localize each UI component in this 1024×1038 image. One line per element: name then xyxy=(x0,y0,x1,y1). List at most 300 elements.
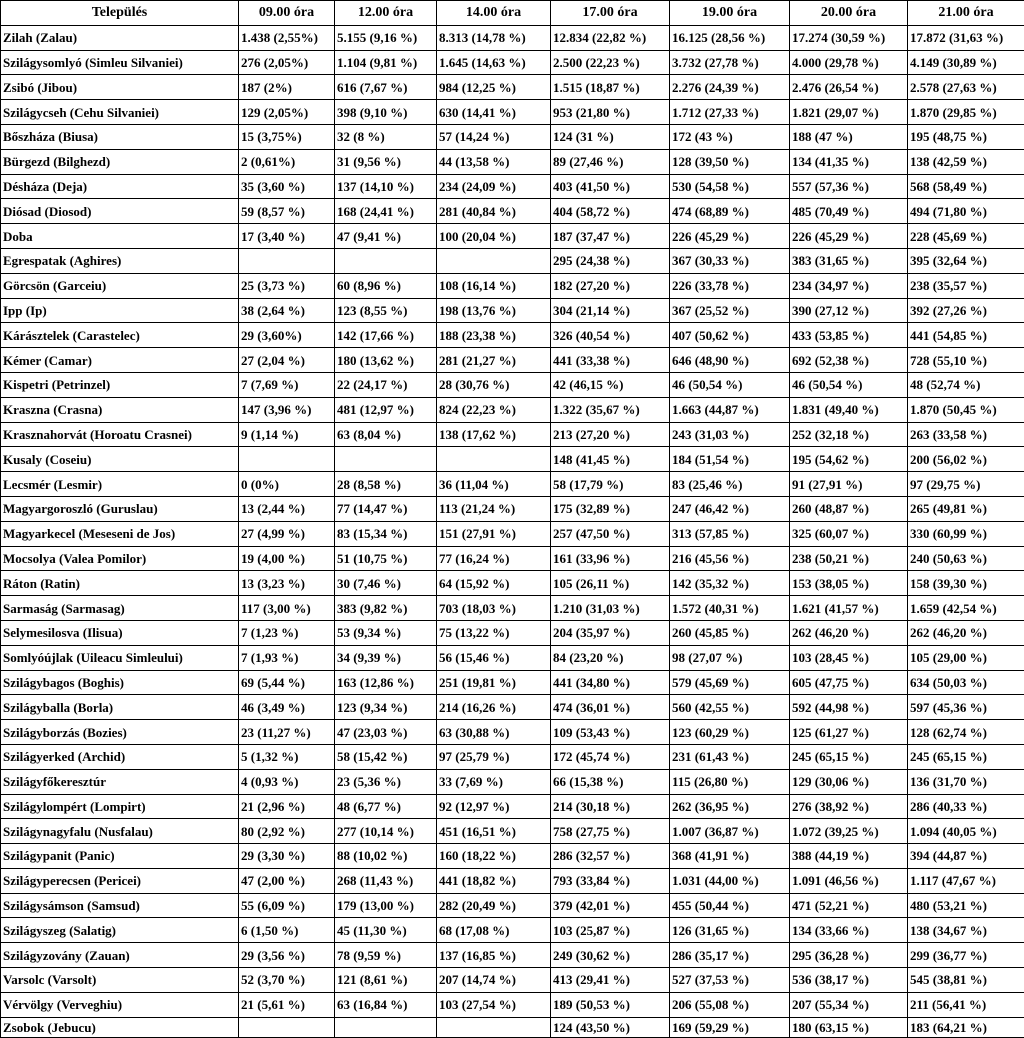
turnout-cell: 47 (9,41 %) xyxy=(335,224,437,249)
turnout-cell: 17.872 (31,63 %) xyxy=(908,25,1024,50)
turnout-cell: 17 (3,40 %) xyxy=(239,224,335,249)
turnout-cell: 226 (33,78 %) xyxy=(670,273,790,298)
settlement-name-cell: Szilágyszeg (Salatig) xyxy=(1,918,239,943)
turnout-cell: 367 (30,33 %) xyxy=(670,248,790,273)
turnout-cell: 151 (27,91 %) xyxy=(437,521,551,546)
turnout-cell: 15 (3,75%) xyxy=(239,124,335,149)
turnout-cell: 19 (4,00 %) xyxy=(239,546,335,571)
turnout-cell: 108 (16,14 %) xyxy=(437,273,551,298)
turnout-cell: 103 (25,87 %) xyxy=(551,918,670,943)
turnout-cell: 579 (45,69 %) xyxy=(670,670,790,695)
turnout-cell: 1.117 (47,67 %) xyxy=(908,868,1024,893)
header-row xyxy=(1,1,1024,26)
table-row xyxy=(1,1017,1024,1037)
table-row xyxy=(1,571,1024,596)
turnout-cell: 1.621 (41,57 %) xyxy=(790,596,908,621)
turnout-cell: 58 (17,79 %) xyxy=(551,472,670,497)
table-row xyxy=(1,298,1024,323)
turnout-cell: 2.578 (27,63 %) xyxy=(908,75,1024,100)
settlement-name-cell: Szilágybagos (Boghis) xyxy=(1,670,239,695)
turnout-cell: 257 (47,50 %) xyxy=(551,521,670,546)
turnout-cell: 142 (35,32 %) xyxy=(670,571,790,596)
turnout-cell: 213 (27,20 %) xyxy=(551,422,670,447)
settlement-name-cell: Magyarkecel (Meseseni de Jos) xyxy=(1,521,239,546)
table-row xyxy=(1,695,1024,720)
turnout-cell: 1.007 (36,87 %) xyxy=(670,819,790,844)
turnout-cell: 124 (43,50 %) xyxy=(551,1017,670,1037)
turnout-cell: 63 (8,04 %) xyxy=(335,422,437,447)
turnout-cell: 55 (6,09 %) xyxy=(239,893,335,918)
settlement-name-cell: Kémer (Camar) xyxy=(1,348,239,373)
turnout-cell: 394 (44,87 %) xyxy=(908,844,1024,869)
turnout-cell: 692 (52,38 %) xyxy=(790,348,908,373)
turnout-cell: 32 (8 %) xyxy=(335,124,437,149)
turnout-cell: 793 (33,84 %) xyxy=(551,868,670,893)
table-row xyxy=(1,124,1024,149)
turnout-cell: 21 (2,96 %) xyxy=(239,794,335,819)
turnout-cell: 28 (30,76 %) xyxy=(437,372,551,397)
turnout-cell: 226 (45,29 %) xyxy=(790,224,908,249)
turnout-cell xyxy=(335,1017,437,1037)
turnout-cell: 597 (45,36 %) xyxy=(908,695,1024,720)
settlement-name-cell: Doba xyxy=(1,224,239,249)
turnout-cell: 17.274 (30,59 %) xyxy=(790,25,908,50)
turnout-cell: 4.000 (29,78 %) xyxy=(790,50,908,75)
turnout-cell: 137 (16,85 %) xyxy=(437,943,551,968)
turnout-cell: 163 (12,86 %) xyxy=(335,670,437,695)
turnout-cell: 568 (58,49 %) xyxy=(908,174,1024,199)
turnout-cell: 245 (65,15 %) xyxy=(790,744,908,769)
turnout-cell: 77 (16,24 %) xyxy=(437,546,551,571)
turnout-cell: 234 (24,09 %) xyxy=(437,174,551,199)
table-row xyxy=(1,844,1024,869)
turnout-cell: 1.094 (40,05 %) xyxy=(908,819,1024,844)
settlement-name-cell: Bürgezd (Bilghezd) xyxy=(1,149,239,174)
turnout-cell: 728 (55,10 %) xyxy=(908,348,1024,373)
turnout-cell: 188 (47 %) xyxy=(790,124,908,149)
turnout-cell: 84 (23,20 %) xyxy=(551,645,670,670)
turnout-cell: 121 (8,61 %) xyxy=(335,968,437,993)
settlement-name-cell: Selymesilosva (Ilisua) xyxy=(1,620,239,645)
turnout-cell: 383 (31,65 %) xyxy=(790,248,908,273)
settlement-name-cell: Kusaly (Coseiu) xyxy=(1,447,239,472)
table-row xyxy=(1,992,1024,1017)
table-row xyxy=(1,472,1024,497)
turnout-cell: 78 (9,59 %) xyxy=(335,943,437,968)
table-row xyxy=(1,893,1024,918)
settlement-name-cell: Ráton (Ratin) xyxy=(1,571,239,596)
turnout-cell: 277 (10,14 %) xyxy=(335,819,437,844)
turnout-cell: 98 (27,07 %) xyxy=(670,645,790,670)
turnout-cell: 147 (3,96 %) xyxy=(239,397,335,422)
turnout-cell: 195 (48,75 %) xyxy=(908,124,1024,149)
column-header-time: 19.00 óra xyxy=(670,1,790,26)
turnout-cell: 56 (15,46 %) xyxy=(437,645,551,670)
turnout-cell: 77 (14,47 %) xyxy=(335,496,437,521)
turnout-cell: 28 (8,58 %) xyxy=(335,472,437,497)
turnout-cell: 128 (39,50 %) xyxy=(670,149,790,174)
turnout-cell: 123 (8,55 %) xyxy=(335,298,437,323)
turnout-cell: 207 (14,74 %) xyxy=(437,968,551,993)
table-row xyxy=(1,918,1024,943)
turnout-cell: 441 (18,82 %) xyxy=(437,868,551,893)
turnout-cell: 97 (25,79 %) xyxy=(437,744,551,769)
turnout-cell: 175 (32,89 %) xyxy=(551,496,670,521)
turnout-cell: 211 (56,41 %) xyxy=(908,992,1024,1017)
turnout-cell: 63 (30,88 %) xyxy=(437,720,551,745)
turnout-cell: 23 (11,27 %) xyxy=(239,720,335,745)
turnout-cell: 231 (61,43 %) xyxy=(670,744,790,769)
turnout-cell: 560 (42,55 %) xyxy=(670,695,790,720)
turnout-cell: 1.831 (49,40 %) xyxy=(790,397,908,422)
turnout-cell xyxy=(335,248,437,273)
turnout-cell: 2 (0,61%) xyxy=(239,149,335,174)
turnout-cell: 441 (34,80 %) xyxy=(551,670,670,695)
settlement-name-cell: Zsobok (Jebucu) xyxy=(1,1017,239,1037)
turnout-cell: 379 (42,01 %) xyxy=(551,893,670,918)
turnout-cell: 153 (38,05 %) xyxy=(790,571,908,596)
turnout-cell: 36 (11,04 %) xyxy=(437,472,551,497)
settlement-name-cell: Vérvölgy (Verveghiu) xyxy=(1,992,239,1017)
turnout-cell: 630 (14,41 %) xyxy=(437,100,551,125)
turnout-cell: 6 (1,50 %) xyxy=(239,918,335,943)
turnout-cell: 616 (7,67 %) xyxy=(335,75,437,100)
table-row xyxy=(1,199,1024,224)
table-row xyxy=(1,546,1024,571)
turnout-cell: 182 (27,20 %) xyxy=(551,273,670,298)
table-row xyxy=(1,769,1024,794)
turnout-cell: 63 (16,84 %) xyxy=(335,992,437,1017)
turnout-cell: 1.821 (29,07 %) xyxy=(790,100,908,125)
settlement-name-cell: Szilágypanit (Panic) xyxy=(1,844,239,869)
table-row xyxy=(1,794,1024,819)
settlement-name-cell: Bőszháza (Biusa) xyxy=(1,124,239,149)
turnout-cell: 21 (5,61 %) xyxy=(239,992,335,1017)
turnout-cell: 189 (50,53 %) xyxy=(551,992,670,1017)
turnout-cell: 88 (10,02 %) xyxy=(335,844,437,869)
turnout-cell: 263 (33,58 %) xyxy=(908,422,1024,447)
turnout-cell: 2.276 (24,39 %) xyxy=(670,75,790,100)
turnout-cell: 240 (50,63 %) xyxy=(908,546,1024,571)
turnout-cell: 441 (33,38 %) xyxy=(551,348,670,373)
turnout-cell: 187 (2%) xyxy=(239,75,335,100)
turnout-cell: 158 (39,30 %) xyxy=(908,571,1024,596)
turnout-cell: 4 (0,93 %) xyxy=(239,769,335,794)
turnout-cell: 404 (58,72 %) xyxy=(551,199,670,224)
column-header-settlement: Település xyxy=(1,1,239,26)
turnout-cell xyxy=(437,447,551,472)
turnout-cell: 395 (32,64 %) xyxy=(908,248,1024,273)
settlement-name-cell: Varsolc (Varsolt) xyxy=(1,968,239,993)
turnout-cell xyxy=(239,447,335,472)
turnout-cell: 1.091 (46,56 %) xyxy=(790,868,908,893)
turnout-cell: 138 (17,62 %) xyxy=(437,422,551,447)
turnout-cell: 195 (54,62 %) xyxy=(790,447,908,472)
turnout-cell: 368 (41,91 %) xyxy=(670,844,790,869)
turnout-cell: 1.072 (39,25 %) xyxy=(790,819,908,844)
turnout-cell: 168 (24,41 %) xyxy=(335,199,437,224)
turnout-cell: 238 (50,21 %) xyxy=(790,546,908,571)
turnout-cell: 27 (2,04 %) xyxy=(239,348,335,373)
table-row xyxy=(1,273,1024,298)
turnout-cell: 125 (61,27 %) xyxy=(790,720,908,745)
turnout-cell: 134 (41,35 %) xyxy=(790,149,908,174)
table-row xyxy=(1,496,1024,521)
table-row xyxy=(1,248,1024,273)
table-row xyxy=(1,943,1024,968)
turnout-cell: 390 (27,12 %) xyxy=(790,298,908,323)
turnout-cell: 228 (45,69 %) xyxy=(908,224,1024,249)
turnout-cell: 243 (31,03 %) xyxy=(670,422,790,447)
turnout-cell: 286 (40,33 %) xyxy=(908,794,1024,819)
turnout-cell: 129 (30,06 %) xyxy=(790,769,908,794)
turnout-cell: 557 (57,36 %) xyxy=(790,174,908,199)
turnout-cell: 46 (50,54 %) xyxy=(670,372,790,397)
turnout-cell: 183 (64,21 %) xyxy=(908,1017,1024,1037)
turnout-cell: 403 (41,50 %) xyxy=(551,174,670,199)
settlement-name-cell: Szilágysámson (Samsud) xyxy=(1,893,239,918)
settlement-name-cell: Szilágycseh (Cehu Silvaniei) xyxy=(1,100,239,125)
settlement-name-cell: Sarmaság (Sarmasag) xyxy=(1,596,239,621)
turnout-cell: 180 (63,15 %) xyxy=(790,1017,908,1037)
turnout-cell: 38 (2,64 %) xyxy=(239,298,335,323)
settlement-name-cell: Szilágylompért (Lompirt) xyxy=(1,794,239,819)
turnout-cell: 1.645 (14,63 %) xyxy=(437,50,551,75)
turnout-cell: 134 (33,66 %) xyxy=(790,918,908,943)
turnout-cell: 388 (44,19 %) xyxy=(790,844,908,869)
turnout-cell: 286 (32,57 %) xyxy=(551,844,670,869)
turnout-cell: 69 (5,44 %) xyxy=(239,670,335,695)
turnout-cell: 48 (6,77 %) xyxy=(335,794,437,819)
column-header-time: 14.00 óra xyxy=(437,1,551,26)
turnout-cell: 75 (13,22 %) xyxy=(437,620,551,645)
turnout-cell: 92 (12,97 %) xyxy=(437,794,551,819)
turnout-cell: 206 (55,08 %) xyxy=(670,992,790,1017)
turnout-cell: 1.322 (35,67 %) xyxy=(551,397,670,422)
settlement-name-cell: Magyargoroszló (Guruslau) xyxy=(1,496,239,521)
turnout-cell: 172 (43 %) xyxy=(670,124,790,149)
settlement-name-cell: Ipp (Ip) xyxy=(1,298,239,323)
turnout-cell: 103 (28,45 %) xyxy=(790,645,908,670)
settlement-name-cell: Diósad (Diosod) xyxy=(1,199,239,224)
turnout-cell: 52 (3,70 %) xyxy=(239,968,335,993)
turnout-cell: 58 (15,42 %) xyxy=(335,744,437,769)
turnout-cell: 1.572 (40,31 %) xyxy=(670,596,790,621)
turnout-cell: 46 (50,54 %) xyxy=(790,372,908,397)
turnout-cell: 398 (9,10 %) xyxy=(335,100,437,125)
turnout-cell: 148 (41,45 %) xyxy=(551,447,670,472)
turnout-cell xyxy=(239,1017,335,1037)
turnout-cell: 172 (45,74 %) xyxy=(551,744,670,769)
turnout-cell: 91 (27,91 %) xyxy=(790,472,908,497)
turnout-cell: 251 (19,81 %) xyxy=(437,670,551,695)
turnout-cell: 30 (7,46 %) xyxy=(335,571,437,596)
turnout-cell: 142 (17,66 %) xyxy=(335,323,437,348)
settlement-name-cell: Zilah (Zalau) xyxy=(1,25,239,50)
table-row xyxy=(1,968,1024,993)
turnout-cell: 605 (47,75 %) xyxy=(790,670,908,695)
turnout-cell: 13 (3,23 %) xyxy=(239,571,335,596)
turnout-cell: 136 (31,70 %) xyxy=(908,769,1024,794)
table-row xyxy=(1,149,1024,174)
turnout-cell: 4.149 (30,89 %) xyxy=(908,50,1024,75)
turnout-cell: 281 (40,84 %) xyxy=(437,199,551,224)
turnout-cell: 204 (35,97 %) xyxy=(551,620,670,645)
turnout-cell: 216 (45,56 %) xyxy=(670,546,790,571)
turnout-cell: 12.834 (22,82 %) xyxy=(551,25,670,50)
turnout-cell: 31 (9,56 %) xyxy=(335,149,437,174)
turnout-cell: 313 (57,85 %) xyxy=(670,521,790,546)
table-row xyxy=(1,868,1024,893)
turnout-cell: 367 (25,52 %) xyxy=(670,298,790,323)
table-row xyxy=(1,819,1024,844)
turnout-cell: 494 (71,80 %) xyxy=(908,199,1024,224)
settlement-name-cell: Mocsolya (Valea Pomilor) xyxy=(1,546,239,571)
settlement-name-cell: Zsibó (Jibou) xyxy=(1,75,239,100)
table-row xyxy=(1,50,1024,75)
turnout-cell: 5 (1,32 %) xyxy=(239,744,335,769)
settlement-name-cell: Lecsmér (Lesmir) xyxy=(1,472,239,497)
turnout-cell: 83 (25,46 %) xyxy=(670,472,790,497)
turnout-cell: 80 (2,92 %) xyxy=(239,819,335,844)
turnout-cell: 47 (2,00 %) xyxy=(239,868,335,893)
turnout-cell: 646 (48,90 %) xyxy=(670,348,790,373)
turnout-cell: 1.659 (42,54 %) xyxy=(908,596,1024,621)
turnout-cell: 45 (11,30 %) xyxy=(335,918,437,943)
settlement-name-cell: Görcsön (Garceiu) xyxy=(1,273,239,298)
turnout-cell: 44 (13,58 %) xyxy=(437,149,551,174)
turnout-cell: 184 (51,54 %) xyxy=(670,447,790,472)
turnout-cell: 33 (7,69 %) xyxy=(437,769,551,794)
turnout-cell: 207 (55,34 %) xyxy=(790,992,908,1017)
turnout-cell: 129 (2,05%) xyxy=(239,100,335,125)
turnout-cell: 60 (8,96 %) xyxy=(335,273,437,298)
turnout-cell: 113 (21,24 %) xyxy=(437,496,551,521)
turnout-cell: 2.476 (26,54 %) xyxy=(790,75,908,100)
turnout-cell: 824 (22,23 %) xyxy=(437,397,551,422)
turnout-cell: 7 (1,93 %) xyxy=(239,645,335,670)
turnout-cell: 295 (36,28 %) xyxy=(790,943,908,968)
turnout-cell: 326 (40,54 %) xyxy=(551,323,670,348)
turnout-cell: 59 (8,57 %) xyxy=(239,199,335,224)
turnout-cell: 262 (36,95 %) xyxy=(670,794,790,819)
turnout-cell: 2.500 (22,23 %) xyxy=(551,50,670,75)
turnout-cell: 984 (12,25 %) xyxy=(437,75,551,100)
turnout-cell: 1.104 (9,81 %) xyxy=(335,50,437,75)
table-row xyxy=(1,323,1024,348)
turnout-cell: 5.155 (9,16 %) xyxy=(335,25,437,50)
turnout-cell: 281 (21,27 %) xyxy=(437,348,551,373)
turnout-cell: 276 (2,05%) xyxy=(239,50,335,75)
turnout-cell: 325 (60,07 %) xyxy=(790,521,908,546)
turnout-cell: 200 (56,02 %) xyxy=(908,447,1024,472)
column-header-time: 09.00 óra xyxy=(239,1,335,26)
table-row xyxy=(1,348,1024,373)
turnout-cell: 3.732 (27,78 %) xyxy=(670,50,790,75)
turnout-cell: 530 (54,58 %) xyxy=(670,174,790,199)
turnout-cell: 29 (3,56 %) xyxy=(239,943,335,968)
turnout-cell: 262 (46,20 %) xyxy=(790,620,908,645)
turnout-cell: 128 (62,74 %) xyxy=(908,720,1024,745)
turnout-cell: 413 (29,41 %) xyxy=(551,968,670,993)
turnout-cell: 1.870 (29,85 %) xyxy=(908,100,1024,125)
table-row xyxy=(1,372,1024,397)
turnout-cell: 115 (26,80 %) xyxy=(670,769,790,794)
table-row xyxy=(1,620,1024,645)
settlement-name-cell: Szilágyperecsen (Pericei) xyxy=(1,868,239,893)
turnout-cell: 42 (46,15 %) xyxy=(551,372,670,397)
turnout-cell: 252 (32,18 %) xyxy=(790,422,908,447)
turnout-cell: 1.438 (2,55%) xyxy=(239,25,335,50)
turnout-cell: 295 (24,38 %) xyxy=(551,248,670,273)
turnout-cell: 758 (27,75 %) xyxy=(551,819,670,844)
turnout-cell: 47 (23,03 %) xyxy=(335,720,437,745)
table-row xyxy=(1,670,1024,695)
table-row xyxy=(1,100,1024,125)
turnout-cell: 286 (35,17 %) xyxy=(670,943,790,968)
turnout-cell: 16.125 (28,56 %) xyxy=(670,25,790,50)
turnout-cell: 234 (34,97 %) xyxy=(790,273,908,298)
turnout-cell: 124 (31 %) xyxy=(551,124,670,149)
settlement-name-cell: Krasznahorvát (Horoatu Crasnei) xyxy=(1,422,239,447)
turnout-cell: 247 (46,42 %) xyxy=(670,496,790,521)
turnout-cell: 179 (13,00 %) xyxy=(335,893,437,918)
table-row xyxy=(1,521,1024,546)
turnout-cell: 34 (9,39 %) xyxy=(335,645,437,670)
turnout-cell: 53 (9,34 %) xyxy=(335,620,437,645)
column-header-time: 17.00 óra xyxy=(551,1,670,26)
settlement-name-cell: Egrespatak (Aghires) xyxy=(1,248,239,273)
turnout-cell: 66 (15,38 %) xyxy=(551,769,670,794)
turnout-cell: 123 (60,29 %) xyxy=(670,720,790,745)
turnout-cell: 187 (37,47 %) xyxy=(551,224,670,249)
turnout-cell: 260 (45,85 %) xyxy=(670,620,790,645)
turnout-cell: 8.313 (14,78 %) xyxy=(437,25,551,50)
turnout-cell: 7 (7,69 %) xyxy=(239,372,335,397)
turnout-cell: 471 (52,21 %) xyxy=(790,893,908,918)
turnout-cell: 1.031 (44,00 %) xyxy=(670,868,790,893)
turnout-cell: 97 (29,75 %) xyxy=(908,472,1024,497)
turnout-cell: 126 (31,65 %) xyxy=(670,918,790,943)
turnout-cell: 485 (70,49 %) xyxy=(790,199,908,224)
turnout-cell: 304 (21,14 %) xyxy=(551,298,670,323)
settlement-name-cell: Kispetri (Petrinzel) xyxy=(1,372,239,397)
turnout-cell: 9 (1,14 %) xyxy=(239,422,335,447)
table-body xyxy=(1,25,1024,1037)
turnout-cell: 13 (2,44 %) xyxy=(239,496,335,521)
turnout-cell: 276 (38,92 %) xyxy=(790,794,908,819)
table-row xyxy=(1,744,1024,769)
turnout-cell: 953 (21,80 %) xyxy=(551,100,670,125)
table-row xyxy=(1,174,1024,199)
turnout-cell: 46 (3,49 %) xyxy=(239,695,335,720)
settlement-name-cell: Szilágyborzás (Bozies) xyxy=(1,720,239,745)
turnout-cell: 138 (34,67 %) xyxy=(908,918,1024,943)
turnout-cell: 330 (60,99 %) xyxy=(908,521,1024,546)
turnout-cell: 451 (16,51 %) xyxy=(437,819,551,844)
turnout-cell xyxy=(239,248,335,273)
turnout-cell: 123 (9,34 %) xyxy=(335,695,437,720)
turnout-cell: 180 (13,62 %) xyxy=(335,348,437,373)
turnout-cell: 392 (27,26 %) xyxy=(908,298,1024,323)
turnout-cell: 23 (5,36 %) xyxy=(335,769,437,794)
turnout-cell: 592 (44,98 %) xyxy=(790,695,908,720)
settlement-name-cell: Szilágyballa (Borla) xyxy=(1,695,239,720)
table-row xyxy=(1,25,1024,50)
turnout-cell: 383 (9,82 %) xyxy=(335,596,437,621)
turnout-cell: 214 (30,18 %) xyxy=(551,794,670,819)
table-row xyxy=(1,720,1024,745)
